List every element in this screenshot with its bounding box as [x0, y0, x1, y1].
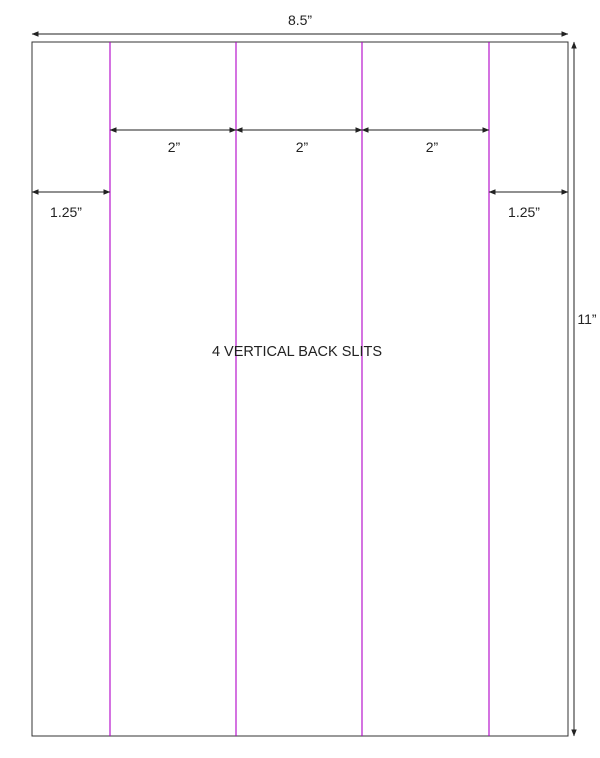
width-dimension-label: 8.5”: [287, 12, 313, 28]
panel-2-dimension-label: 2”: [295, 139, 309, 155]
slits-caption: 4 VERTICAL BACK SLITS: [211, 344, 383, 360]
right-margin-dimension-label: 1.25”: [508, 204, 540, 220]
left-margin-dimension-label: 1.25”: [50, 204, 82, 220]
height-dimension-label: 11”: [577, 311, 597, 327]
panel-1-dimension-label: 2”: [167, 139, 181, 155]
panel-3-dimension-label: 2”: [425, 139, 439, 155]
